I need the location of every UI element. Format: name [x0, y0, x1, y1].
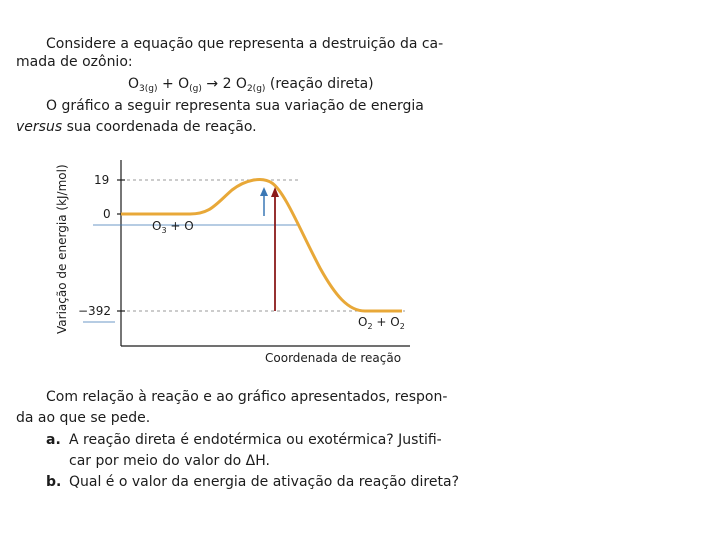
ytick-label-0: 0 [103, 207, 111, 221]
graph-intro-line-2: versus sua coordenada de reação. [16, 119, 257, 135]
question-a-marker: a. [46, 432, 61, 448]
reaction-equation: $O_{3(g)} + O_{(g)} \to 2$ $O_{2(g)}$ (reação direta) [128, 76, 374, 94]
questions-intro-line-2: da ao que se pede. [16, 410, 151, 426]
intro-line-1: Considere a equação que representa a destruição da ca- [46, 36, 444, 52]
x-axis-label: Coordenada de reação [265, 351, 402, 365]
graph-intro-line-1: O gráfico a seguir representa sua variação de energia [46, 98, 424, 114]
ytick-label-minus392: −392 [78, 304, 111, 318]
activation-arrowhead [260, 187, 268, 196]
question-a-line-1: A reação direta é endotérmica ou exotérmica? Justifi- [69, 432, 442, 448]
product-label: $O_2 + O_2$ [358, 315, 405, 331]
intro-line-2: mada de ozônio: [16, 54, 133, 70]
ytick-label-19: 19 [94, 173, 110, 187]
question-b-line-1: Qual é o valor da energia de ativação da reação direta? [69, 474, 459, 490]
energy-curve [121, 179, 402, 311]
question-a-line-2: car por meio do valor do ΔH. [69, 453, 270, 469]
reactant-label: $O_3 + O$ [152, 219, 194, 235]
y-axis-label: Variação de energia (kJ/mol) [55, 164, 69, 334]
questions-intro-line-1: Com relação à reação e ao gráfico apresentados, respon- [46, 389, 448, 405]
question-b-marker: b. [46, 474, 62, 490]
